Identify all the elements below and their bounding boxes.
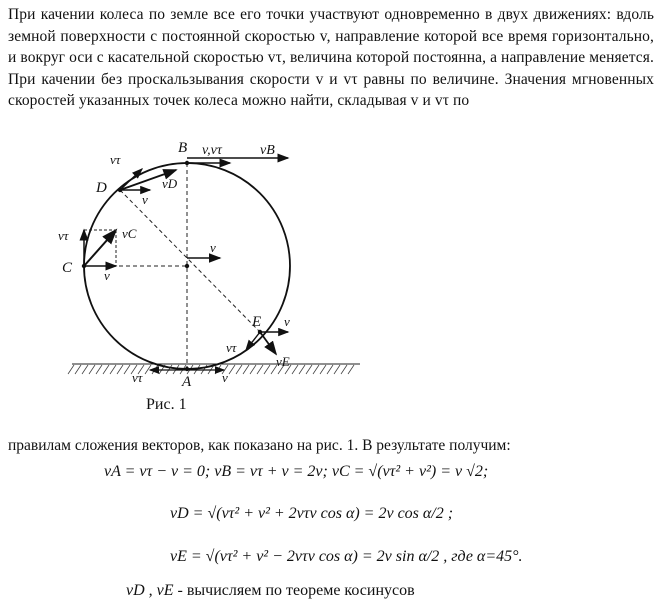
label-vt-e: vτ	[226, 340, 237, 355]
formula-line-2: vD = √(vτ² + v² + 2vτv cos α) = 2v cos α/2 ;	[170, 505, 454, 522]
figure-caption: Рис. 1	[146, 396, 187, 413]
paragraph-bottom: правилам сложения векторов, как показано на рис. 1. В результате получим:	[8, 437, 511, 454]
label-v-e: v	[284, 314, 290, 329]
label-vd: vD	[162, 176, 178, 191]
label-v-vt-top: v,vτ	[202, 143, 222, 158]
paragraph-top: При качении колеса по земле все его точки участвуют одновременно в двух движениях: вдоль земной поверхности с постоянной скоростью v, направление которой все время горизонтально, и вокруг оси с касательной скоростью vτ, величина которой постоянна, а направление меняется. При качении без проскальзывания скорости v и vτ равны по величине. Значения мгновенных скоростей указанных точек колеса можно найти, складывая v и vτ по	[8, 6, 654, 109]
dashed-diagonal	[120, 190, 260, 332]
label-v-d: v	[142, 192, 148, 207]
label-v-center: v	[210, 240, 216, 255]
label-point-e: E	[252, 314, 262, 330]
formula-line-4-text: - вычисляем по теореме косинусов	[177, 582, 415, 599]
formula-line-4	[126, 582, 415, 600]
label-vt-d: vτ	[110, 152, 121, 167]
formula-line-1: vA = vτ − v = 0; vB = vτ + v = 2v; vC = √(vτ² + v²) = v √2;	[104, 463, 489, 480]
label-point-a: A	[182, 374, 192, 390]
label-v-c: v	[104, 268, 110, 283]
label-v-bottom: v	[222, 370, 228, 385]
label-vc: vC	[122, 226, 137, 241]
label-vt-c: vτ	[58, 228, 69, 243]
label-vt-bottom: vτ	[132, 370, 143, 385]
label-vb: vB	[260, 143, 275, 158]
label-point-c: C	[62, 260, 73, 276]
label-point-b: B	[178, 140, 188, 156]
formula-line-3: vE = √(vτ² + v² − 2vτv cos α) = 2v sin α/2 , где α=45°.	[170, 548, 523, 565]
rolling-wheel-figure	[50, 134, 370, 418]
e-ve-arrow	[260, 332, 276, 354]
formula-line-4-vars: vD , vE	[126, 582, 174, 599]
label-point-d: D	[96, 180, 107, 196]
label-ve: vE	[276, 354, 290, 369]
